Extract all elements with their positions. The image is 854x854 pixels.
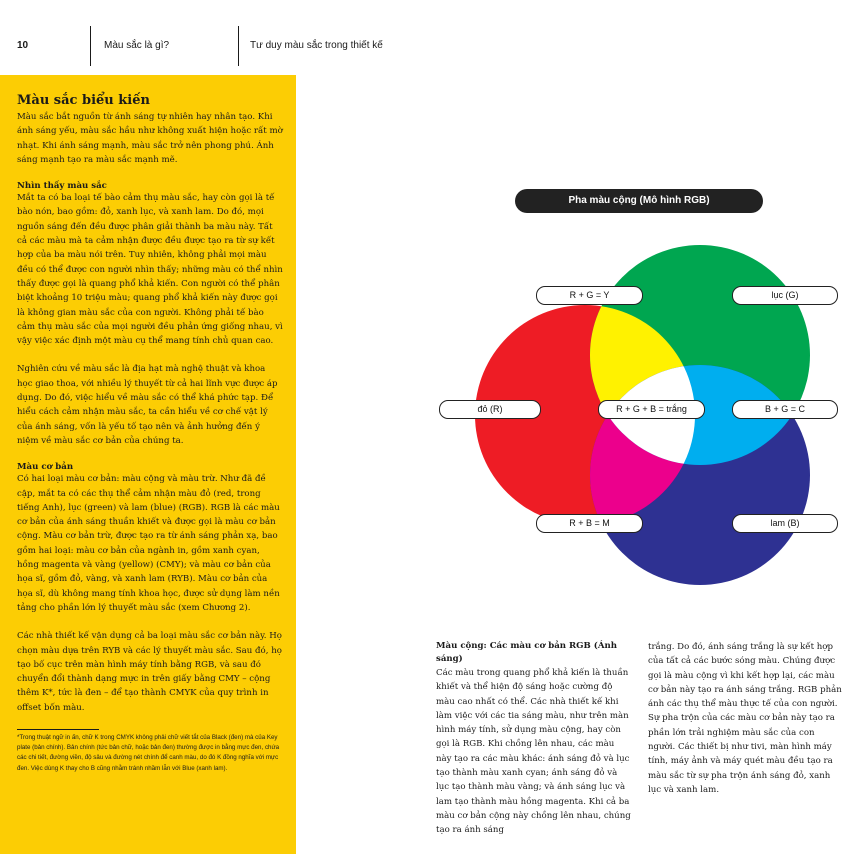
sidebar-panel <box>0 75 296 854</box>
page-header <box>0 0 854 70</box>
diagram-title: Pha màu cộng (Mô hình RGB) <box>515 189 763 213</box>
venn-svg <box>420 180 854 600</box>
heading-primary-colors: Màu cơ bản <box>17 462 74 473</box>
paragraph-primary-1: Có hai loại màu cơ bản: màu cộng và màu trừ. Như đã đề cập, mắt ta có các thụ thể cảm nhận màu đỏ (red, trong tiếng Anh), lục (green) và lam (blue) (RGB). RGB là các màu cơ bản của ánh sáng thuần khiết và được gọi là màu cơ bản cộng. Màu cơ bản trừ, được tạo ra từ ánh sáng phản xạ, bao gồm hai loại: màu cơ bản của ngành in, gồm xanh cyan, hồng magenta và vàng (yellow) (CMY); và màu cơ bản của họa sĩ, gồm đỏ, vàng, và xanh lam (RYB). Màu cơ bản của họa sĩ, dù không mang tính khoa học, được sử dụng làm nền tảng cho phần lớn lý thuyết màu sắc (xem Chương 2). <box>17 474 280 613</box>
paragraph-seeing-2: Nghiên cứu về màu sắc là địa hạt mà nghệ thuật và khoa học giao thoa, với nhiều lý thuyết từ cả hai lĩnh vực được áp dụng. Do đó, việc hiểu về màu sắc có thể khá phức tạp. Để hiểu cách cảm nhận màu sắc, ta cần hiểu về cơ chế vật lý của ánh sáng, vốn là yếu tố tạo nên và ảnh hưởng đến ý niệm về màu sắc cơ bản của chúng ta. <box>17 364 278 446</box>
label-red-green-yellow: R + G = Y <box>536 286 643 305</box>
label-white: R + G + B = trắng <box>598 400 705 419</box>
label-green: lục (G) <box>732 286 838 305</box>
label-cyan: B + G = C <box>732 400 838 419</box>
label-magenta: R + B = M <box>536 514 643 533</box>
header-divider <box>238 26 239 66</box>
panel-title: Màu sắc biểu kiến <box>17 93 150 108</box>
paragraph-primary-2: Các nhà thiết kế vận dụng cả ba loại màu sắc cơ bản này. Họ chọn màu dựa trên RYB và các lý thuyết màu sắc. Sau đó, họ tạo bố cục trên màn hình máy tính bằng RGB, và sau đó chuyển đổi thành dạng mực in trên giấy bằng CMY – cộng thêm K*, tức là đen – để tạo thành CMYK của quy trình in offset bốn màu. <box>17 631 282 713</box>
caption-title: Màu cộng: Các màu cơ bản RGB (Ánh sáng) <box>436 641 617 664</box>
caption-column-2 <box>648 640 844 797</box>
caption-text-2: trắng. Do đó, ánh sáng trắng là sự kết hợp của tất cả các bước sóng màu. Chúng được gọi là màu cộng vì khi kết hợp lại, các màu cơ bản này tạo ra ánh sáng trắng. RGB phản ánh các thụ thể màu thực tế của con người. Sự pha trộn của các màu cơ bản này tạo ra phần lớn trải nghiệm màu sắc của con người. Các thiết bị như tivi, màn hình máy tính, máy ảnh và máy quét màu đều tạo ra màu sắc từ sự pha trộn ánh sáng đỏ, xanh lục và xanh lam. <box>648 642 842 795</box>
footnote: *Trong thuật ngữ in ấn, chữ K trong CMYK không phải chữ viết tắt của Black (đen) mà của Key plate (bản chính). Bản chính (tức bản chữ, hoặc bản đen) thường được in bằng mực đen, chứa các chi tiết, đường viền, độ sâu và đường nét chính để canh màu, do đó K đồng nghĩa với mực đen. Việc dùng K thay cho B cũng nhằm tránh nhầm lẫn với Blue (xanh lam). <box>17 733 280 772</box>
heading-seeing-color: Nhìn thấy màu sắc <box>17 181 107 192</box>
label-blue: lam (B) <box>732 514 838 533</box>
panel-intro: Màu sắc bắt nguồn từ ánh sáng tự nhiên hay nhân tạo. Khi ánh sáng yếu, màu sắc hầu như không xuất hiện hoặc rất mờ nhạt. Khi ánh sáng mạnh, màu sắc trở nên phong phú. Ánh sáng mạnh tạo ra màu sắc mạnh mẽ. <box>17 112 283 165</box>
chapter-title: Tư duy màu sắc trong thiết kế <box>250 40 383 51</box>
caption-column-1 <box>436 640 632 838</box>
rgb-diagram <box>420 180 854 600</box>
header-divider <box>90 26 91 66</box>
page-number: 10 <box>17 40 29 51</box>
paragraph-seeing-1: Mắt ta có ba loại tế bào cảm thụ màu sắc, hay còn gọi là tế bào nón, bao gồm: đỏ, xanh lục, và xanh lam. Do đó, mọi nguồn sáng đến đều được phân giải thành ba màu này. Tất cả các màu mà ta cảm nhận được đều được tạo ra từ sự kết hợp của ba màu nói trên. Tuy nhiên, không phải mọi màu đều có thể được con người nhìn thấy; những màu có thể nhìn thấy được gọi là quang phổ khả kiến. Con người có thể phân biệt khoảng 10 triệu màu; quang phổ khả kiến này được gọi là không gian màu sắc của con người. Không phải tế bào cảm thụ màu sắc của mọi người đều phản ứng giống nhau, vì vậy việc xác định một màu cụ thể mang tính chủ quan cao. <box>17 193 283 347</box>
label-red: đỏ (R) <box>439 400 541 419</box>
section-title: Màu sắc là gì? <box>104 40 170 51</box>
caption-text-1: Các màu trong quang phổ khả kiến là thuần khiết và thể hiện độ sáng hoặc cường độ màu cao nhất có thể. Các nhà thiết kế khi làm việc với các tia sáng màu, như trên màn hình máy tính, sử dụng màu cộng, hay còn gọi là RGB. Khi chồng lên nhau, các màu này tạo ra các màu khác: ánh sáng đỏ và lục tạo thành màu xanh cyan; ánh sáng đỏ và lục tạo thành màu vàng; và ánh sáng lục và lam tạo thành màu hồng magenta. Khi cả ba màu cơ bản cộng này chồng lên nhau, chúng tạo ra ánh sáng <box>436 668 631 836</box>
footnote-rule <box>17 729 99 730</box>
